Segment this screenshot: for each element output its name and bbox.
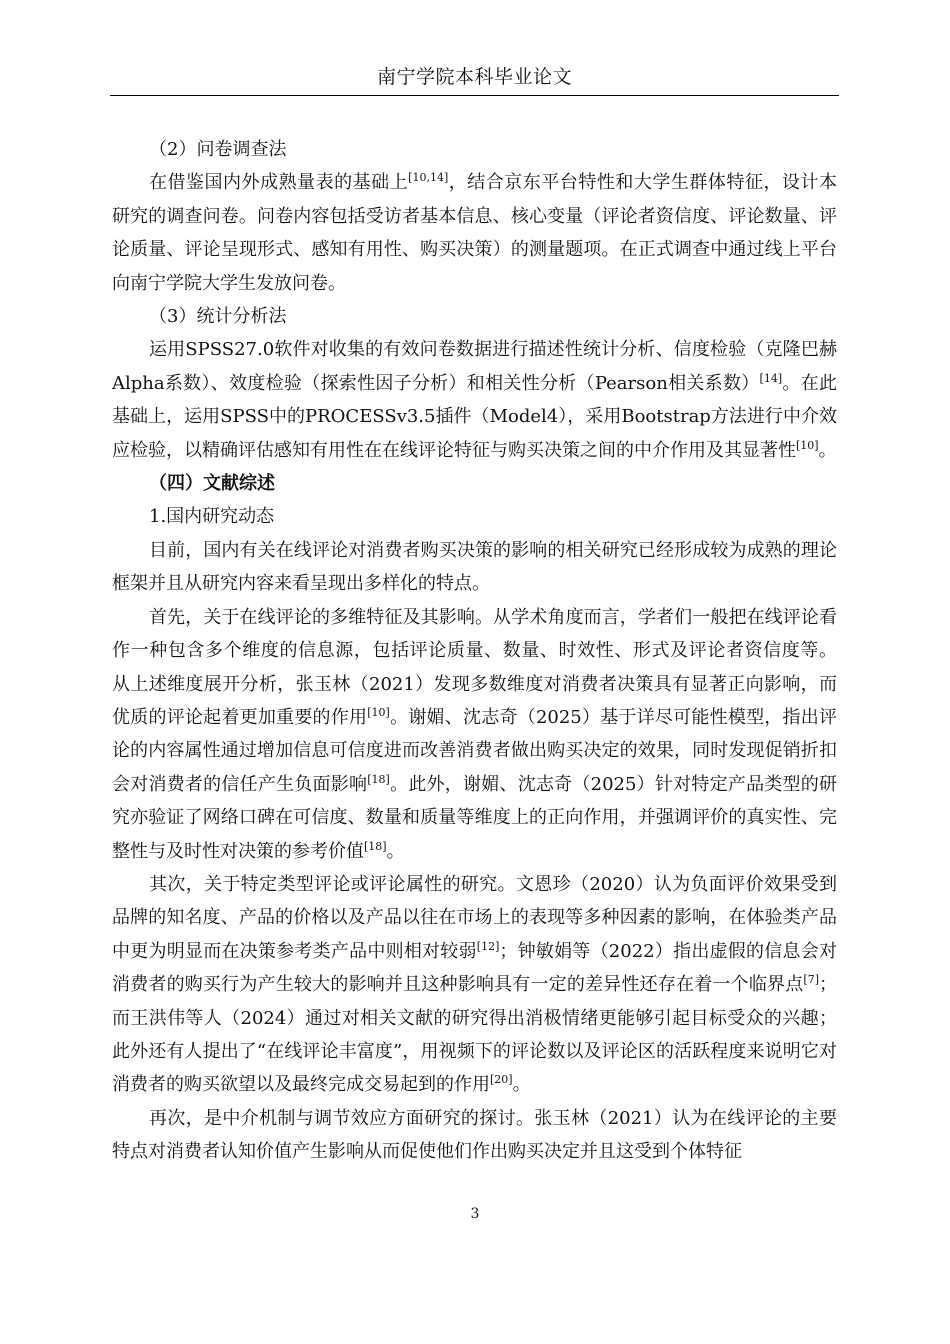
citation-superscript: [12] (476, 939, 500, 953)
paragraph-third: 再次，是中介机制与调节效应方面研究的探讨。张玉林（2021）认为在线评论的主要特点对消费者认知价值产生影响从而促使他们作出购买决定并且这受到个体特征 (112, 1107, 837, 1163)
subsection-heading-questionnaire: （2）问卷调查法 (149, 139, 287, 160)
citation-superscript: [10,14] (408, 171, 449, 185)
body-text (112, 133, 837, 1169)
subsection-heading-domestic: 1.国内研究动态 (149, 506, 275, 528)
section-heading-literature-review: （四）文献综述 (149, 473, 275, 495)
running-header: 南宁学院本科毕业论文 (376, 66, 572, 88)
subsection-heading-statistics: （3）统计分析法 (149, 306, 287, 328)
paragraph-statistics: 运用SPSS27.0软件对收集的有效问卷数据进行描述性统计分析、信度检验（克隆巴赫Alpha系数）、效度检验（探索性因子分析）和相关性分析（Pearson相关系数）[14]。在此基础上，运用SPSS中的PROCESSv3.5插件（Model4），采用Bootstrap方法进行中介效应检验，以精确评估感知有用性在在线评论特征与购买决策之间的中介作用及其显著性[10]。 (112, 339, 838, 461)
citation-superscript: [10] (796, 438, 819, 452)
paragraph-second: 其次，关于特定类型评论或评论属性的研究。文恩珍（2020）认为负面评价效果受到品牌的知名度、产品的价格以及产品以往在市场上的表现等多种因素的影响，在体验类产品中更为明显而在决策参考类产品中则相对较弱[12]；钟敏娟等（2022）指出虚假的信息会对消费者的购买行为产生较大的影响并且这种影响具有一定的差异性还存在着一个临界点[7]；而王洪伟等人（2024）通过对相关文献的研究得出消极情绪更能够引起目标受众的兴趣；此外还有人提出了“在线评论丰富度”，用视频下的评论数以及评论区的活跃程度来说明它对消费者的购买欲望以及最终完成交易起到的作用[20]。 (112, 873, 838, 1096)
citation-superscript: [18] (367, 772, 390, 786)
citation-superscript: [18] (364, 839, 387, 853)
paragraph-questionnaire: 在借鉴国内外成熟量表的基础上[10,14]，结合京东平台特性和大学生群体特征，设计本研究的调查问卷。问卷内容包括受访者基本信息、核心变量（评论者资信度、评论数量、评论质量、评论呈现形式、感知有用性、购买决策）的测量题项。在正式调查中通过线上平台向南宁学院大学生发放问卷。 (112, 171, 838, 294)
header-divider (110, 95, 839, 96)
citation-superscript: [20] (490, 1073, 513, 1087)
citation-superscript: [14] (759, 371, 783, 385)
page-number: 3 (470, 1206, 480, 1222)
paragraph-first: 首先，关于在线评论的多维特征及其影响。从学术角度而言，学者们一般把在线评论看作一种包含多个维度的信息源，包括评论质量、数量、时效性、形式及评论者资信度等。 从上述维度展开分析，张玉林（2021）发现多数维度对消费者决策具有显著正向影响，而优质的评论起着更加重要的作用[10]。谢媚、沈志奇（2025）基于详尽可能性模型，指出评论的内容属性通过增加信息可信度进而改善消费者做出购买决定的效果，同时发现促销折扣会对消费者的信任产生负面影响[18]。此外，谢媚、沈志奇（2025）针对特定产品类型的研究亦验证了网络口碑在可信度、数量和质量等维度上的正向作用，并强调评价的真实性、完整性与及时性对决策的参考价值[18]。 (112, 606, 838, 862)
paragraph-intro: 目前，国内有关在线评论对消费者购买决策的影响的相关研究已经形成较为成熟的理论框架并且从研究内容来看呈现出多样化的特点。 (112, 539, 837, 595)
citation-superscript: [7] (803, 973, 819, 987)
citation-superscript: [10] (367, 705, 390, 719)
